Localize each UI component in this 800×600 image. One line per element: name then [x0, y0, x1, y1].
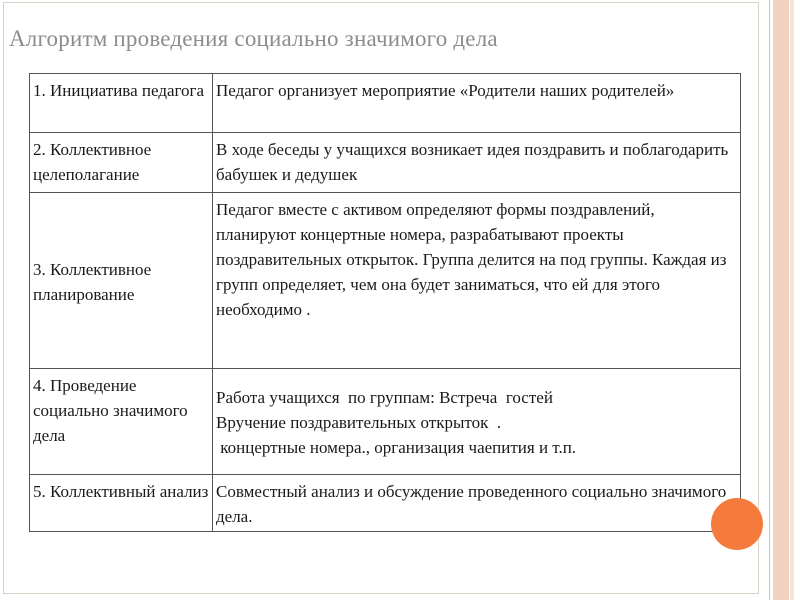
table-row [30, 74, 741, 133]
description-cell [213, 369, 741, 475]
decorative-circle [711, 498, 763, 550]
decorative-side-stripe [790, 0, 794, 600]
step-cell: 1. Инициатива педагога [30, 74, 213, 133]
decorative-side-bar [773, 0, 789, 600]
description-cell: Совместный анализ и обсуждение проведенного социально значимого дела. [213, 475, 741, 532]
step-cell: 5. Коллективный анализ [30, 475, 213, 532]
slide-title: Алгоритм проведения социально значимого дела [9, 26, 498, 51]
description-line: Вручение поздравительных открыток . [216, 413, 502, 432]
decorative-line [769, 0, 770, 600]
description-line: Работа учащихся по группам: Встреча гостей [216, 388, 553, 407]
table-row [30, 369, 741, 475]
description-cell: В ходе беседы у учащихся возникает идея поздравить и поблагодарить бабушек и дедушек [213, 133, 741, 193]
step-cell: 4. Проведение социально значимого дела [30, 369, 213, 475]
description-cell: Педагог организует мероприятие «Родители наших родителей» [213, 74, 741, 133]
table-row [30, 133, 741, 193]
step-cell: 2. Коллективное целеполагание [30, 133, 213, 193]
algorithm-table [29, 73, 741, 532]
table-row [30, 193, 741, 369]
table-row [30, 475, 741, 532]
description-line: концертные номера., организация чаепития и т.п. [216, 438, 577, 457]
description-cell: Педагог вместе с активом определяют формы поздравлений, планируют концертные номера, разрабатывают проекты поздравительных открыток. Группа делится на под группы. Каждая из групп определяет, чем она будет заниматься, что ей для этого необходимо . [213, 193, 741, 369]
step-cell: 3. Коллективное планирование [30, 193, 213, 369]
